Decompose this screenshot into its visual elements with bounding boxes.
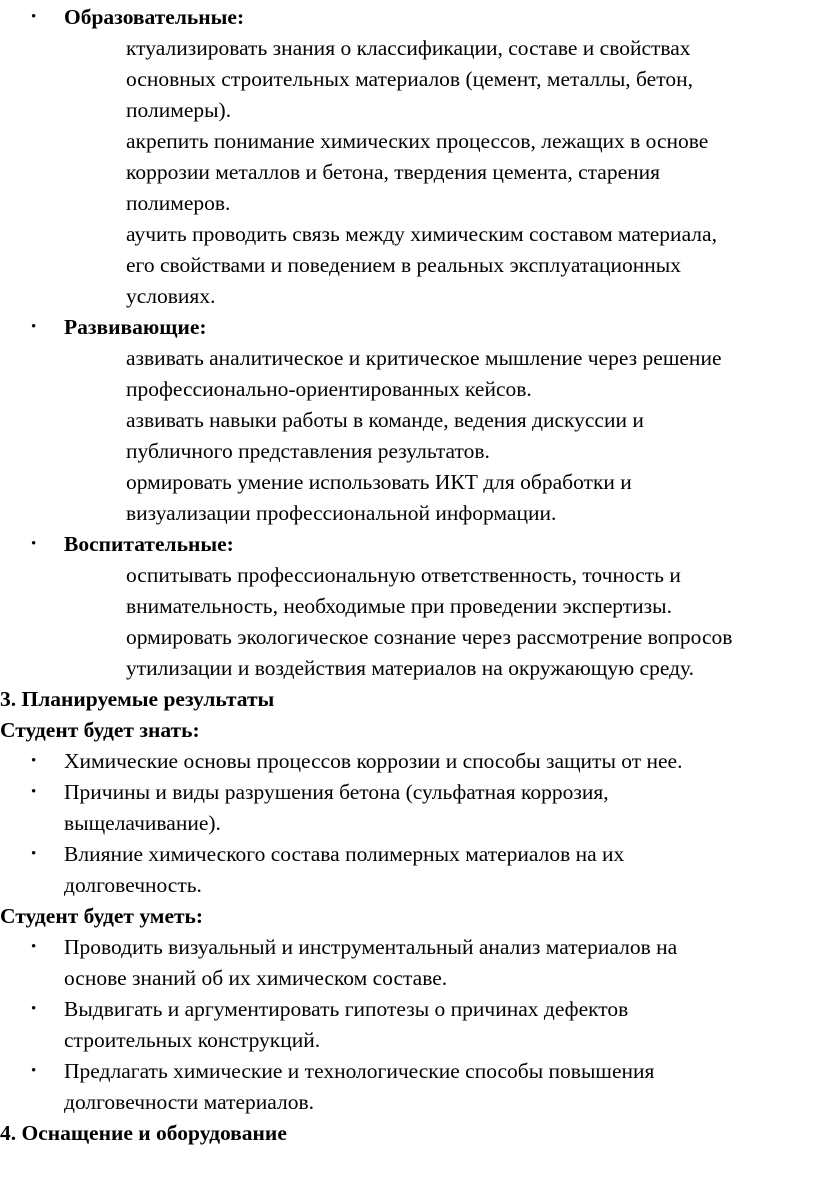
section-heading: 3. Планируемые результаты — [0, 687, 275, 711]
goal-item-line: азвивать аналитическое и критическое мышление через решение — [126, 346, 722, 370]
list-item-line: основе знаний об их химическом составе. — [64, 966, 448, 990]
bullet-icon: • — [31, 9, 37, 25]
list-item-line: Проводить визуальный и инструментальный анализ материалов на — [64, 935, 678, 959]
list-item — [0, 932, 816, 994]
bullet-icon: • — [31, 784, 37, 800]
goal-title: Образовательные: — [64, 5, 245, 29]
list-item-line: долговечности материалов. — [64, 1090, 315, 1114]
subsection-heading: Студент будет знать: — [0, 718, 200, 742]
list-item — [0, 1056, 816, 1118]
goal-item-line: аучить проводить связь между химическим составом материала, — [126, 222, 717, 246]
goal-educational — [0, 2, 816, 33]
bullet-icon: • — [31, 753, 37, 769]
goal-item-line: внимательность, необходимые при проведении экспертизы. — [126, 594, 672, 618]
goal-item-line: утилизации и воздействия материалов на окружающую среду. — [126, 656, 694, 680]
goal-item-line: условиях. — [126, 284, 216, 308]
goal-title: Развивающие: — [64, 315, 207, 339]
goal-item-line: полимеры). — [126, 98, 232, 122]
goal-upbringing — [0, 529, 816, 560]
bullet-icon: • — [31, 939, 37, 955]
bullet-icon: • — [31, 846, 37, 862]
subsection-heading: Студент будет уметь: — [0, 904, 204, 928]
goal-items — [0, 560, 816, 684]
list-item-line: строительных конструкций. — [64, 1028, 321, 1052]
list-item — [0, 839, 816, 901]
list-item-line: Химические основы процессов коррозии и способы защиты от нее. — [64, 749, 683, 773]
goal-item-line: акрепить понимание химических процессов, лежащих в основе — [126, 129, 709, 153]
goal-title: Воспитательные: — [64, 532, 234, 556]
goal-item-line: полимеров. — [126, 191, 231, 215]
goal-items — [0, 343, 816, 529]
list-item-line: Причины и виды разрушения бетона (сульфатная коррозия, — [64, 780, 609, 804]
list-item-line: выщелачивание). — [64, 811, 221, 835]
goal-item-line: ормировать экологическое сознание через рассмотрение вопросов — [126, 625, 733, 649]
goal-developing — [0, 312, 816, 343]
bullet-icon: • — [31, 536, 37, 552]
goal-items — [0, 33, 816, 312]
goal-item-line: визуализации профессиональной информации. — [126, 501, 557, 525]
goal-item-line: ктуализировать знания о классификации, составе и свойствах — [126, 36, 691, 60]
list-item-line: Предлагать химические и технологические способы повышения — [64, 1059, 655, 1083]
goal-item-line: коррозии металлов и бетона, твердения цемента, старения — [126, 160, 661, 184]
list-item — [0, 746, 816, 777]
list-item — [0, 777, 816, 839]
goal-item-line: азвивать навыки работы в команде, ведения дискуссии и — [126, 408, 644, 432]
bullet-icon: • — [31, 1001, 37, 1017]
section-heading: 4. Оснащение и оборудование — [0, 1121, 287, 1145]
list-item-line: Выдвигать и аргументировать гипотезы о причинах дефектов — [64, 997, 629, 1021]
goal-item-line: его свойствами и поведением в реальных эксплуатационных — [126, 253, 681, 277]
bullet-icon: • — [31, 319, 37, 335]
goal-item-line: публичного представления результатов. — [126, 439, 490, 463]
list-item — [0, 994, 816, 1056]
list-item-line: долговечность. — [64, 873, 202, 897]
goal-item-line: основных строительных материалов (цемент, металлы, бетон, — [126, 67, 693, 91]
list-item-line: Влияние химического состава полимерных материалов на их — [64, 842, 625, 866]
document-page — [0, 2, 816, 1149]
goal-item-line: ормировать умение использовать ИКТ для обработки и — [126, 470, 632, 494]
goal-item-line: оспитывать профессиональную ответственность, точность и — [126, 563, 681, 587]
goal-item-line: профессионально-ориентированных кейсов. — [126, 377, 532, 401]
bullet-icon: • — [31, 1063, 37, 1079]
